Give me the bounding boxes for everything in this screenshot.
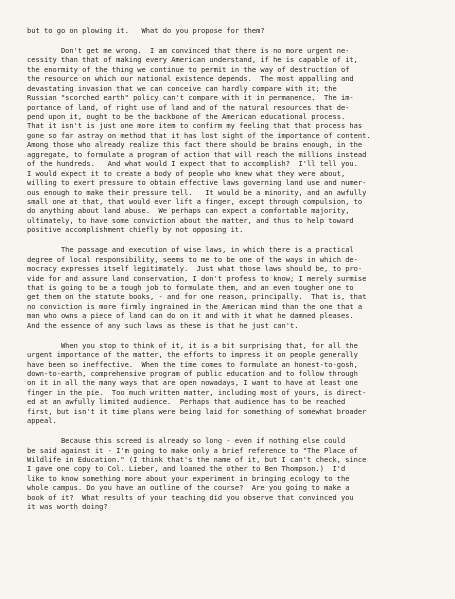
text-line: ultimately, to have some conviction about the matter, and thus to help toward <box>27 215 354 225</box>
text-line: I gave one copy to Col. Lieber, and loaned the other to Ben Thompson.) I'd <box>27 464 346 474</box>
text-line: man who owns a piece of land can do on it and with it what he damned pleases. <box>27 311 354 321</box>
text-line: Don't get me wrong. I am convinced that there is no more urgent ne- <box>27 45 350 55</box>
text-line: When you stop to think of it, it is a bit surprising that, for all the <box>27 340 358 350</box>
text-line: ous enough to make their pressure tell. It would be a minority, and an awfully <box>27 187 367 197</box>
paragraph-1 <box>27 26 447 35</box>
text-line: be said against it - I'm going to make only a brief reference to "The Place of <box>27 445 358 455</box>
paragraph-2 <box>27 46 447 235</box>
text-line: Among those who already realize this fact there should be brains enough, in the <box>27 140 363 150</box>
paragraph-3 <box>27 245 447 330</box>
paragraph-gap <box>27 426 447 437</box>
paragraph-gap <box>27 235 447 246</box>
text-line: like to know something more about your experiment in bringing ecology to the <box>27 473 350 483</box>
text-line: mocracy expresses itself legitimately. Just what those laws should be, to pro- <box>27 264 363 274</box>
text-line: That it isn't is just one more item to confirm my feeling that that process has <box>27 121 363 131</box>
text-line: first, but isn't it time plans were being laid for something of somewhat broader <box>27 406 367 416</box>
text-line: Wildlife in Education." (I think that's the name of it, but I can't check, since <box>27 454 367 464</box>
text-line: cessity than that of making every American understand, if he is capable of it, <box>27 55 358 65</box>
paragraph-5 <box>27 436 447 512</box>
text-line: get them on the statute books, - and for one reason, principally. That is, that <box>27 292 367 302</box>
text-line: degree of local responsibility, seems to me to be one of the ways in which de- <box>27 254 358 264</box>
text-line: Because this screed is already so long - even if nothing else could <box>27 436 346 446</box>
text-line: that is going to be a tough job to formulate them, and an even tougher one to <box>27 282 354 292</box>
text-line: finger in the pie. Too much written matter, including most of yours, is direct- <box>27 387 367 397</box>
text-line: urgent importance of the matter, the efforts to impress it on people generally <box>27 350 358 360</box>
text-line: no conviction is more firmly ingrained in the American mind than the one that a <box>27 301 363 311</box>
text-line: vide for and assure land conservation, I don't profess to know; I merely surmise <box>27 273 367 283</box>
text-line: the resource on which our national existence depends. The most appalling and <box>27 74 354 84</box>
text-line: I would expect it to create a body of people who knew what they were about, <box>27 168 346 178</box>
paragraph-4 <box>27 341 447 426</box>
text-line: on it in all the many ways that are open nowadays, I want to have at least one <box>27 378 358 388</box>
text-line: aggregate, to formulate a program of action that will reach the millions instead <box>27 149 367 159</box>
text-line: down-to-earth, comprehensive program of public education and to follow through <box>27 368 358 378</box>
text-line: willing to exert pressure to obtain effective laws governing land use and numer- <box>27 178 367 188</box>
text-line: The passage and execution of wise laws, in which there is a practical <box>27 245 354 255</box>
text-line: but to go on plowing it. What do you propose for them? <box>27 26 265 35</box>
text-line: the enormity of the thing we continue to permit in the way of destruction of <box>27 64 350 74</box>
text-line: portance of land, of right use of land and of the natural resources that de- <box>27 102 350 112</box>
text-line: positive accomplishment chiefly by not opposing it. <box>27 225 244 235</box>
text-line: do anything about land abuse. We perhaps can expect a comfortable majority, <box>27 206 350 216</box>
letter-body <box>27 26 447 512</box>
text-line: of the hundreds. And what would I expect that to accomplish? I'll tell you. <box>27 159 358 169</box>
text-line: gone so far astray on method that it has lost sight of the importance of content. <box>27 130 371 140</box>
paragraph-gap <box>27 35 447 46</box>
text-line: appeal. <box>27 416 57 426</box>
text-line: whole campus. Do you have an outline of the course? Are you going to make a <box>27 483 350 493</box>
text-line: pend upon it, ought to be the backbone of the American educational process. <box>27 112 346 121</box>
text-line: small one at that, that would ever lift a finger, except through compulsion, to <box>27 196 363 206</box>
text-line: it was worth doing? <box>27 502 108 512</box>
paragraph-gap <box>27 330 447 341</box>
text-line: And the essence of any such laws as these is that he just can't. <box>27 320 299 330</box>
text-line: devastating invasion that we can conceive can hardly compare with it; the <box>27 83 337 93</box>
text-line: have been so ineffective. When the time comes to formulate an honest-to-gosh, <box>27 359 358 369</box>
text-line: book of it? What results of your teaching did you observe that convinced you <box>27 492 354 502</box>
text-line: ed at an awfully limited audience. Perhaps that audience has to be reached <box>27 397 346 407</box>
text-line: Russian "scorched earth" policy can't compare with it in permanence. The im- <box>27 93 354 103</box>
